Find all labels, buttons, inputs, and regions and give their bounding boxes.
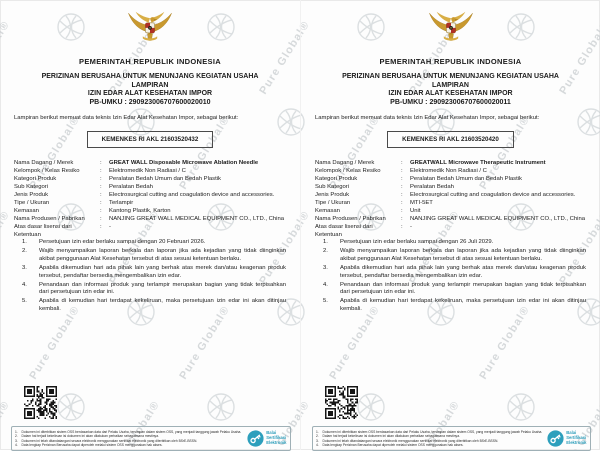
government-title: PEMERINTAH REPUBLIK INDONESIA: [379, 57, 522, 66]
ketentuan-item: Wajib menyampaikan laporan berkala dan laporan jika ada kejadian yang tidak diinginkan akibat penggunaan Alat Kesehatan tersebut di atas sesuai ketentuan berlaku.: [340, 247, 586, 262]
field-value: Terlampir: [109, 200, 134, 206]
field-row: [14, 183, 286, 191]
field-row: [14, 167, 286, 175]
field-value: Peralatan Bedah: [410, 184, 454, 190]
key-icon: [247, 430, 264, 447]
field-label: Jenis Produk: [315, 192, 350, 198]
field-value: Peralatan Bedah Umum dan Bedah Plastik: [109, 176, 221, 182]
field-label: Kategori Produk: [315, 176, 358, 182]
field-label: Kemasan: [14, 208, 39, 214]
oss-footer: [312, 426, 591, 451]
garuda-eagle-icon: [428, 6, 474, 52]
field-colon: [401, 207, 410, 215]
footer-note: Dokumen ini telah ditandatangani secara elektronik menggunakan sertifikat elektronik yang diterbitkan oleh BSrE-BSSN.: [322, 438, 499, 443]
ketentuan-item: Apabila di kemudian hari terdapat kekeliruan, maka persetujuan izin edar ini akan ditinjau kembali.: [340, 298, 586, 313]
bsre-line: Sertifikasi: [566, 435, 587, 441]
field-colon: [401, 199, 410, 207]
field-label: Kelompok / Kelas Resiko: [14, 168, 80, 174]
data-fields: [315, 159, 586, 239]
field-colon: [401, 183, 410, 191]
field-label: Nama Produsen / Pabrikan: [14, 216, 85, 222]
government-title: PEMERINTAH REPUBLIK INDONESIA: [79, 57, 221, 66]
field-colon: [401, 215, 410, 223]
field-colon: [100, 175, 109, 183]
field-row: [14, 191, 286, 199]
field-row: [315, 207, 586, 215]
kemenkes-akl-number-box: KEMENKES RI AKL 21603520420: [387, 131, 514, 148]
field-colon: [100, 215, 109, 223]
bsre-line: Elektronik: [566, 439, 587, 445]
field-value: GREATWALL Microwave Therapeutic Instrument: [410, 160, 546, 166]
field-label: Kemasan: [315, 208, 340, 214]
garuda-pancasila-emblem: [14, 6, 286, 54]
field-label: Nama Produsen / Pabrikan: [315, 216, 386, 222]
bsre-line: Sertifikasi: [266, 435, 287, 441]
field-colon: [100, 191, 109, 199]
field-row: [14, 175, 286, 183]
field-value: NANJING GREAT WALL MEDICAL EQUIPMENT CO., LTD., China: [410, 216, 586, 222]
field-colon: [100, 199, 109, 207]
field-value: Electrosurgical cutting and coagulation device and accessories.: [109, 192, 275, 198]
bsre-label: [566, 431, 586, 445]
certificate-page-left: [0, 0, 300, 450]
field-row: [14, 207, 286, 215]
field-row: [14, 215, 286, 223]
kemenkes-box-wrap: [315, 128, 586, 148]
field-value: Elektromedik Non Radiasi / C: [410, 168, 487, 174]
footer-note: Data lengkap Perizinan Berusaha dapat diperoleh melalui sistem OSS menggunakan hak akses.: [21, 442, 163, 447]
field-value: Unit: [410, 208, 421, 214]
title-line-izin-edar: IZIN EDAR ALAT KESEHATAN IMPOR: [388, 90, 513, 97]
ketentuan-item: Persetujuan izin edar berlaku sampai dengan 26 Juli 2029.: [340, 239, 494, 245]
certificate-page-right: [300, 0, 600, 450]
footer-note: Dokumen ini diterbitkan sistem OSS berdasarkan data dari Pelaku Usaha, tersimpan dalam sistem OSS, yang menjadi tanggung jawab Pelaku Usaha.: [21, 430, 242, 435]
bsre-logo: [247, 430, 287, 447]
field-value: Elektromedik Non Radiasi / C: [109, 168, 186, 174]
field-row: [315, 223, 586, 231]
footer-notes: [316, 430, 545, 447]
data-fields: [14, 159, 286, 239]
field-row: [315, 199, 586, 207]
field-row: [14, 199, 286, 207]
footer-notes: [15, 430, 245, 447]
ketentuan-item: Apabila dikemudian hari ada pihak lain yang berhak atas merek dan/atau keagenan produk tersebut, pendaftar bersedia mengembalikan izin edar.: [39, 264, 286, 279]
field-label: Jenis Produk: [14, 192, 49, 198]
field-label: Nama Dagang / Merek: [315, 160, 375, 166]
field-colon: [100, 183, 109, 191]
footer-note: Dokumen ini telah ditandatangani secara elektronik menggunakan sertifikat elektronik yang diterbitkan oleh BSrE-BSSN.: [21, 438, 198, 443]
field-label: Nama Dagang / Merek: [14, 160, 74, 166]
field-row: [315, 191, 586, 199]
pb-umku-number: PB-UMKU : 290923006707600020010: [89, 98, 211, 106]
bsre-line: Elektronik: [266, 439, 287, 445]
pb-umku-number: PB-UMKU : 290923006707600020011: [390, 98, 511, 106]
field-colon: [401, 175, 410, 183]
field-colon: [100, 223, 109, 231]
field-colon: [100, 167, 109, 175]
field-row: [14, 159, 286, 167]
field-value: -: [109, 224, 111, 230]
field-value: Peralatan Bedah: [109, 184, 153, 190]
field-row: [14, 223, 286, 231]
field-row: [315, 159, 586, 167]
ketentuan-label: Ketentuan: [14, 232, 41, 238]
field-value: Peralatan Bedah Umum dan Bedah Plastik: [410, 176, 522, 182]
footer-note: Dalam hal terjadi kekeliruan isi dokumen ini akan dilakukan perbaikan sebagaimana mestinya.: [21, 434, 159, 439]
field-value: MTI-5ET: [410, 200, 433, 206]
field-value: Electrosurgical cutting and coagulation device and accessories.: [410, 192, 576, 198]
oss-footer: [11, 426, 291, 451]
ketentuan-list: [315, 239, 586, 314]
intro-line: Lampiran berikut memuat data teknis Izin Edar Alat Kesehatan Impor, sebagai berikut:: [315, 115, 540, 121]
field-label: Sub Kategori: [14, 184, 49, 190]
field-row: [315, 183, 586, 191]
field-label: Atas dasar lisensi dari: [14, 224, 72, 230]
field-row: [315, 167, 586, 175]
field-row: [315, 175, 586, 183]
field-value: -: [410, 224, 412, 230]
field-label: Kelompok / Kelas Resiko: [315, 168, 381, 174]
field-row: [315, 215, 586, 223]
field-value: NANJING GREAT WALL MEDICAL EQUIPMENT CO., LTD., China: [109, 216, 285, 222]
garuda-eagle-icon: [127, 6, 173, 52]
field-colon: [100, 159, 109, 167]
field-colon: [401, 191, 410, 199]
ketentuan-item: Penandaan dan informasi produk yang terlampir merupakan bagian yang tidak terpisahkan dari persetujuan izin edar ini.: [340, 281, 586, 296]
field-label: Tipe / Ukuran: [315, 200, 351, 206]
ketentuan-item: Penandaan dan informasi produk yang terlampir merupakan bagian yang tidak terpisahkan dari persetujuan izin edar ini.: [39, 281, 286, 296]
field-value: GREAT WALL Disposable Microwave Ablation Needle: [109, 160, 259, 166]
intro-line: Lampiran berikut memuat data teknis Izin Edar Alat Kesehatan Impor, sebagai berikut:: [14, 115, 239, 121]
document-title-block: [14, 73, 286, 107]
kemenkes-akl-number-box: KEMENKES RI AKL 21603520432: [87, 131, 214, 148]
bsre-line: Balai: [266, 430, 277, 436]
field-colon: [401, 159, 410, 167]
field-colon: [100, 207, 109, 215]
footer-note: Dokumen ini diterbitkan sistem OSS berdasarkan data dari Pelaku Usaha, tersimpan dalam sistem OSS, yang menjadi tanggung jawab Pelaku Usaha.: [322, 430, 543, 435]
bsre-logo: [547, 430, 587, 447]
field-label: Sub Kategori: [315, 184, 350, 190]
ketentuan-list: [14, 239, 286, 314]
bsre-label: [266, 431, 286, 445]
footer-note: Data lengkap Perizinan Berusaha dapat diperoleh melalui sistem OSS menggunakan hak akses.: [322, 442, 464, 447]
field-colon: [401, 167, 410, 175]
ketentuan-label: Ketentuan: [315, 232, 342, 238]
field-label: Kategori Produk: [14, 176, 57, 182]
ketentuan-item: Persetujuan izin edar berlaku sampai dengan 20 Februari 2026.: [39, 239, 206, 245]
field-colon: [401, 223, 410, 231]
key-icon: [547, 430, 564, 447]
field-label: Atas dasar lisensi dari: [315, 224, 373, 230]
document-title-block: [315, 73, 586, 107]
garuda-pancasila-emblem: [315, 6, 586, 54]
qr-code: [24, 386, 57, 419]
footer-note: Dalam hal terjadi kekeliruan isi dokumen ini akan dilakukan perbaikan sebagaimana mestinya.: [322, 434, 460, 439]
title-line-perizinan: PERIZINAN BERUSAHA UNTUK MENUNJANG KEGIATAN USAHA: [41, 73, 259, 80]
field-value: Kantong Plastik, Karton: [109, 208, 171, 214]
ketentuan-item: Wajib menyampaikan laporan berkala dan laporan jika ada kejadian yang tidak diinginkan akibat penggunaan Alat Kesehatan tersebut di atas sesuai ketentuan berlaku.: [39, 247, 286, 262]
ketentuan-item: Apabila di kemudian hari terdapat kekeliruan, maka persetujuan izin edar ini akan ditinjau kembali.: [39, 298, 286, 313]
kemenkes-box-wrap: [14, 128, 286, 148]
title-line-izin-edar: IZIN EDAR ALAT KESEHATAN IMPOR: [87, 90, 213, 97]
bsre-line: Balai: [566, 430, 577, 436]
ketentuan-item: Apabila dikemudian hari ada pihak lain yang berhak atas merek dan/atau keagenan produk tersebut, pendaftar bersedia mengembalikan izin edar.: [340, 264, 586, 279]
field-label: Tipe / Ukuran: [14, 200, 50, 206]
qr-code: [325, 386, 358, 419]
title-line-perizinan: PERIZINAN BERUSAHA UNTUK MENUNJANG KEGIATAN USAHA: [342, 73, 559, 80]
title-line-lampiran: LAMPIRAN: [131, 81, 169, 89]
title-line-lampiran: LAMPIRAN: [432, 81, 469, 89]
